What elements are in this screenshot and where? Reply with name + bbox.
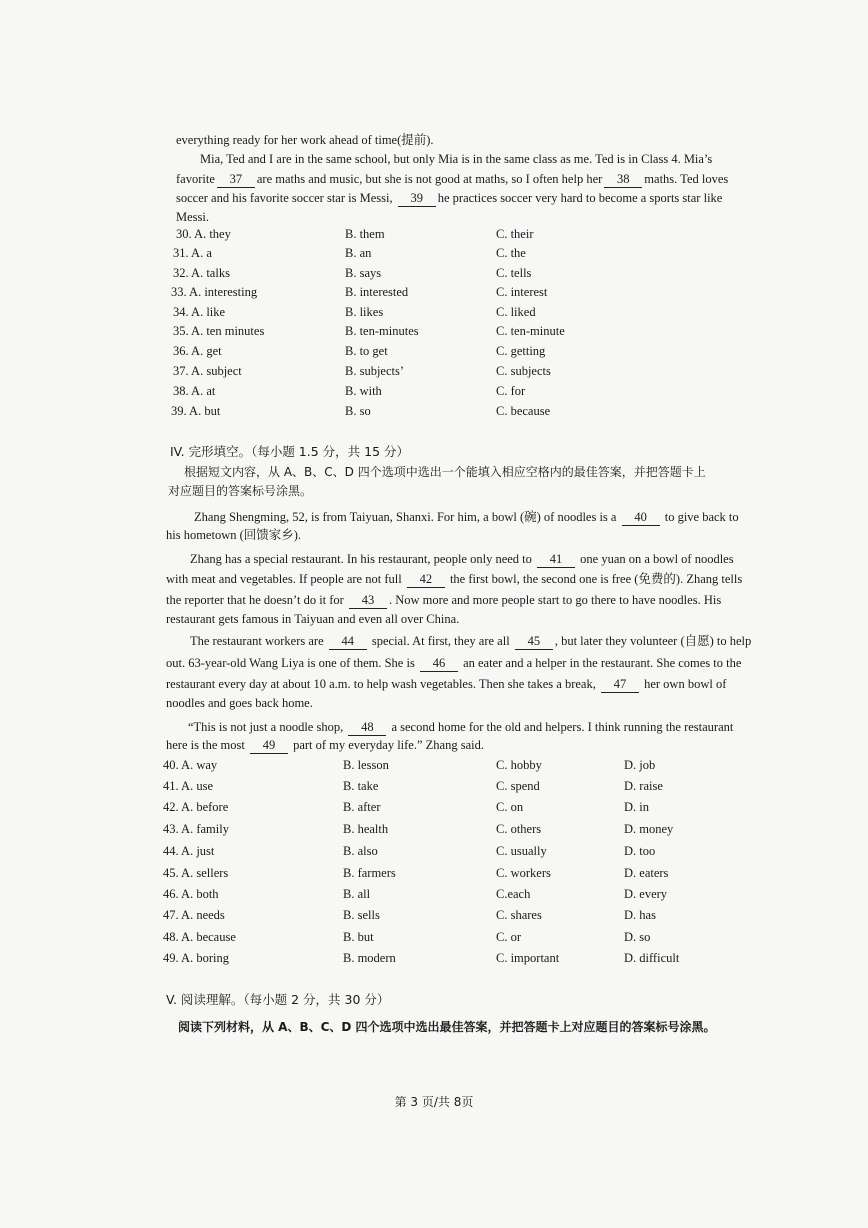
cloze-line: the reporter that he doesn’t do it for 43 . Now more and more people start to go there to have noodles. His [166, 593, 722, 607]
passage-line: everything ready for her work ahead of time(提前). [176, 133, 434, 147]
blank-38: 38 [604, 172, 642, 188]
page-number: 第 3 页/共 8页 [394, 1095, 474, 1109]
blank-49: 49 [250, 738, 288, 754]
blank-43: 43 [349, 593, 387, 609]
passage-line: soccer and his favorite soccer star is Messi, 39 he practices soccer very hard to become a sports star like [176, 191, 723, 205]
cloze-line: “This is not just a noodle shop, 48 a second home for the old and helpers. I think running the restaurant [188, 720, 734, 734]
section-5-title: V. 阅读理解。（每小题 2 分，共 30 分） [166, 992, 390, 1007]
blank-39: 39 [398, 191, 436, 207]
cloze-line: Zhang Shengming, 52, is from Taiyuan, Shanxi. For him, a bowl (碗) of noodles is a 40 to give back to [194, 510, 739, 524]
blank-42: 42 [407, 572, 445, 588]
cloze-line: Zhang has a special restaurant. In his restaurant, people only need to 41 one yuan on a bowl of noodles [190, 552, 734, 566]
blank-41: 41 [537, 552, 575, 568]
cloze-line: restaurant gets famous in Taiyuan and even all over China. [166, 612, 460, 626]
cloze-line: his hometown (回馈家乡). [166, 528, 302, 542]
passage-line: Messi. [176, 210, 209, 224]
exam-page: everything ready for her work ahead of time(提前). Mia, Ted and I are in the same school, but only Mia is in the same class as me. Ted is in Class 4. Mia’s favorite 37 are maths and music, but she is not good at maths, so I often help her 38 maths. Ted loves soccer and his favorite soccer star is Messi, 39 he practices soccer very hard to become a sports star like Messi. 30. A. they B. them C. their 31. A. a B. an C. the 32. A. talks B. says C. tells 33. A. interesting B. interested C. interest 34. A. like B. likes C. liked 35. A. ten minutes B. ten-minutes C. ten-minute 36. A. get B. to get C. getting 37. A. subject B. subjects’ C. subjects 38. A. at B. with C. for 39. A. but B. so C. because IV. 完形填空。（每小题 1.5 分，共 15 分） 根据短文内容，从 A、B、C、D 四个选项中选出一个能填入相应空格内的最佳答案，并把答题卡上 对应题目的答案标号涂黑。 Zhang Shengming, 52, is from Taiyuan, Shanxi. For him, a bowl (碗) of noodles is a 40 to give back to his hometown (回馈家乡). Zhang has a special restaurant. In his restaurant, people only need to 41 one yuan on a bowl of noodles with meat and vegetables. If people are not full 42 the first bowl, the second one is free (免费的). Zhang tells the reporter that he doesn’t do it for 43 . Now more and more people start to go there to have noodles. His restaurant gets famous in Taiyuan and even all over China. The restaurant workers are 44 special. At first, they are all 45 , but later they volunteer (自愿) to help out. 63-year-old Wang Liya is one of them. She is 46 an eater and a helper in the restaurant. She comes to the restaurant every day at about 10 a.m. to help wash vegetables. Then she takes a break, 47 her own bowl of noodles and goes back home. “This is not just a noodle shop, 48 a second home for the old and helpers. I think running the restaurant here is the most 49 part of my everyday life.” Zhang said. 40. A. way B. lesson C. hobby D. job 41. A. use B. take C. spend D. raise 42. A. before B. after C. on D. in 43. A. family B. health C. others D. money 44. A. just B. also C. usually D. too 45. A. sellers B. farmers C. workers D. eaters 46. A. both B. all C.each D. every 47. A. needs B. sells C. shares D. has 48. A. because B. but C. or D. so 49. A. boring B. modern C. important D. difficult V. 阅读理解。（每小题 2 分，共 30 分） 阅读下列材料，从 A、B、C、D 四个选项中选出最佳答案，并把答题卡上对应题目的答案标号涂黑。 第 3 页/共 8页 [0, 0, 868, 1228]
cloze-line: with meat and vegetables. If people are not full 42 the first bowl, the second one is free (免费的). Zhang tells [166, 572, 743, 586]
blank-37: 37 [217, 172, 255, 188]
cloze-line: here is the most 49 part of my everyday life.” Zhang said. [166, 738, 484, 752]
section-4-instructions: 根据短文内容，从 A、B、C、D 四个选项中选出一个能填入相应空格内的最佳答案，并把答题卡上 [184, 465, 706, 479]
blank-44: 44 [329, 634, 367, 650]
blank-40: 40 [622, 510, 660, 526]
section-4-title: IV. 完形填空。（每小题 1.5 分，共 15 分） [170, 444, 410, 459]
cloze-line: out. 63-year-old Wang Liya is one of them. She is 46 an eater and a helper in the restaurant. She comes to the [166, 656, 742, 670]
passage-line: favorite 37 are maths and music, but she is not good at maths, so I often help her 38 maths. Ted loves [176, 172, 729, 186]
section-4-instructions: 对应题目的答案标号涂黑。 [168, 484, 313, 498]
cloze-line: noodles and goes back home. [166, 696, 313, 710]
blank-46: 46 [420, 656, 458, 672]
section-5-instructions: 阅读下列材料，从 A、B、C、D 四个选项中选出最佳答案，并把答题卡上对应题目的答案标号涂黑。 [178, 1020, 716, 1034]
cloze-line: restaurant every day at about 10 a.m. to help wash vegetables. Then she takes a break, 47 her own bowl of [166, 677, 727, 691]
passage-line: Mia, Ted and I are in the same school, but only Mia is in the same class as me. Ted is in Class 4. Mia’s [200, 152, 713, 166]
blank-48: 48 [348, 720, 386, 736]
blank-47: 47 [601, 677, 639, 693]
cloze-line: The restaurant workers are 44 special. At first, they are all 45 , but later they volunteer (自愿) to help [190, 634, 752, 648]
blank-45: 45 [515, 634, 553, 650]
